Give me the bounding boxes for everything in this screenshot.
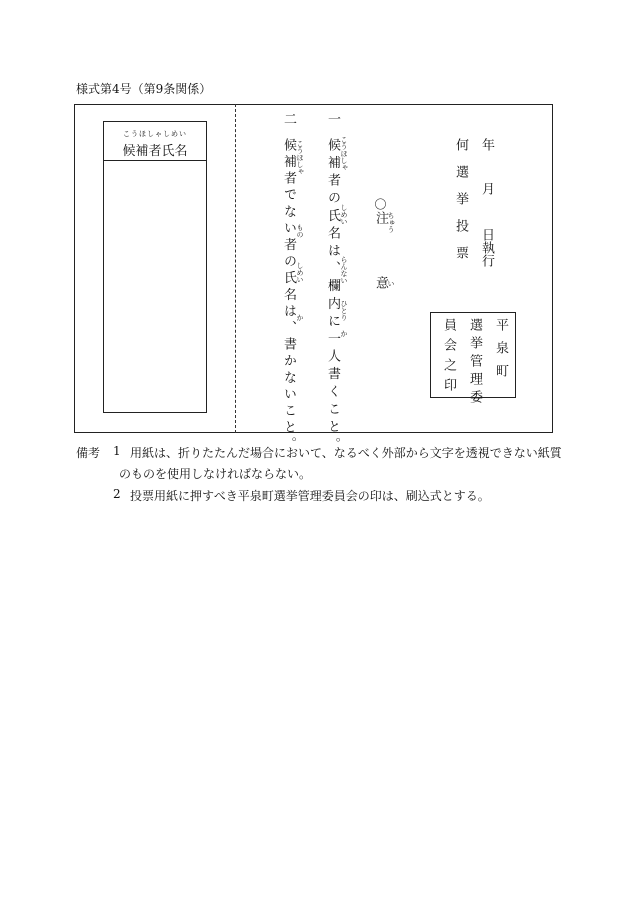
- date-month-label: 月: [479, 182, 494, 195]
- note-2-number: 2: [113, 487, 121, 501]
- notice-heading-1: 注: [373, 211, 388, 224]
- instruction-2-ruby-mono: もの: [296, 224, 304, 238]
- note-2-text: 投票用紙に押すべき平泉町選挙管理委員会の印は、刷込式とする。: [130, 489, 490, 503]
- date-year-label: 年: [479, 138, 494, 151]
- seal-text-col3: 員会之印: [441, 318, 456, 398]
- election-title: 何選挙投票: [453, 138, 468, 273]
- note-1-line-2: のものを使用しなければならない。: [119, 467, 312, 481]
- candidate-name-box[interactable]: [103, 121, 207, 413]
- note-1-number: 1: [113, 444, 121, 458]
- instruction-2-ruby-ka: か: [296, 314, 304, 321]
- instruction-1-ruby-kouhosha: こうほしゃ: [340, 136, 348, 171]
- fold-line: [235, 104, 236, 433]
- note-1-line-1: 用紙は、折りたたんだ場合において、なるべく外部から文字を透視できない紙質: [130, 446, 562, 460]
- instruction-2-text: 候補者でない者の氏名は、書かないこと。: [281, 138, 296, 454]
- instruction-1-ruby-ka: か: [340, 330, 348, 337]
- notes-label: 備考: [76, 446, 101, 460]
- instruction-1-ruby-hitori: ひとり: [340, 300, 348, 321]
- instruction-2-ruby-kouhosha: こうほしゃ: [296, 140, 304, 175]
- candidate-name-label: 候補者氏名: [122, 144, 188, 159]
- instruction-1-text: 候補者の氏名は、欄内に一人書くこと。: [325, 138, 340, 455]
- date-day-exec-label: 日執行: [479, 228, 494, 267]
- notice-heading-ruby-1: ちゅう: [387, 212, 395, 233]
- notice-mark: 〇: [373, 198, 387, 210]
- instruction-1-ruby-rannai: らんない: [340, 256, 348, 284]
- form-number-label: 様式第4号（第9条関係）: [76, 82, 212, 96]
- notice-heading-2: 意: [373, 276, 388, 289]
- instruction-2-number: 二: [281, 112, 296, 125]
- candidate-name-ruby: こうほしゃしめい: [123, 130, 187, 138]
- instruction-2-ruby-shimei: しめい: [296, 262, 304, 283]
- instruction-1-number: 一: [325, 112, 340, 125]
- seal-text-col1: 平泉町: [493, 318, 508, 387]
- notice-heading-ruby-2: い: [387, 280, 395, 287]
- seal-text-col2: 選挙管理委: [467, 318, 482, 408]
- instruction-1-ruby-shimei: しめい: [340, 204, 348, 225]
